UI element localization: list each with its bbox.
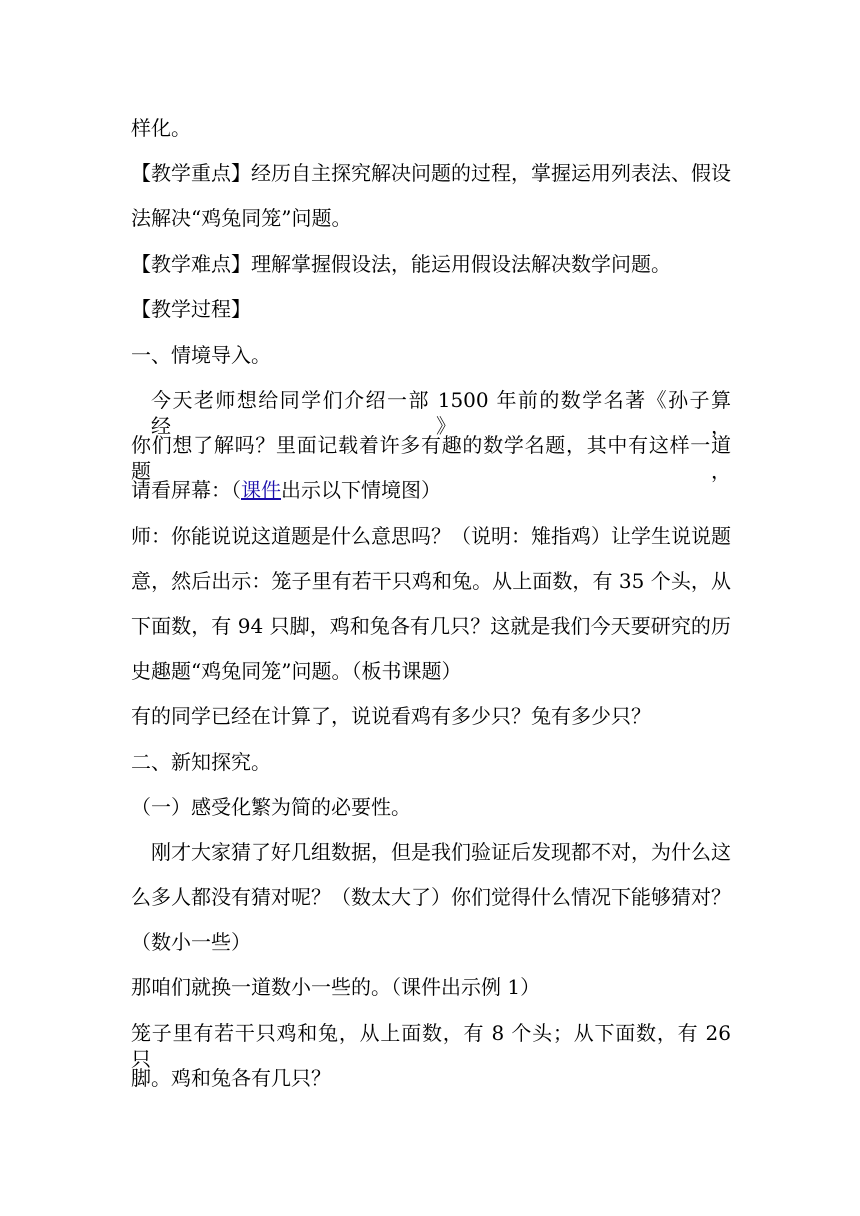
paragraph-line: 史趣题“鸡兔同笼”问题。（板书课题） [131,659,462,683]
paragraph-line: 师：你能说说这道题是什么意思吗？（说明：雉指鸡）让学生说说题 [131,524,731,548]
paragraph-line: 脚。鸡和兔各有几只？ [131,1066,331,1090]
paragraph-line: 么多人都没有猜对呢？（数太大了）你们觉得什么情况下能够猜对？ [131,885,731,909]
paragraph-line: 有的同学已经在计算了，说说看鸡有多少只？兔有多少只？ [131,704,651,728]
text-span: 请看屏幕：（ [131,478,241,502]
paragraph-line: 下面数，有 94 只脚，鸡和兔各有几只？这就是我们今天要研究的历 [131,614,731,638]
paragraph-line: 笼子里有若干只鸡和兔，从上面数，有 8 个头；从下面数，有 26 只 [131,1021,731,1071]
text-span: 出示以下情境图） [281,478,441,502]
courseware-link[interactable]: 课件 [241,478,281,502]
section-heading: 【教学过程】 [131,297,251,321]
subsection-heading: （一）感受化繁为简的必要性。 [131,795,411,819]
section-heading: 一、情境导入。 [131,343,271,367]
paragraph-line: 今天老师想给同学们介绍一部 1500 年前的数学名著《孙子算经》， [151,388,731,438]
paragraph-line: 意，然后出示：笼子里有若干只鸡和兔。从上面数，有 35 个头，从 [131,569,731,593]
text-line: 样化。 [131,116,191,140]
paragraph-line: 刚才大家猜了好几组数据，但是我们验证后发现都不对，为什么这 [151,840,731,864]
key-point-line: 【教学重点】经历自主探究解决问题的过程，掌握运用列表法、假设 [131,161,731,185]
paragraph-line: （数小一些） [131,930,251,954]
paragraph-line: 那咱们就换一道数小一些的。（课件出示例 1） [131,975,541,999]
paragraph-line [131,477,441,503]
difficult-point-line: 【教学难点】理解掌握假设法，能运用假设法解决数学问题。 [131,252,671,276]
text-line: 法解决“鸡兔同笼”问题。 [131,206,352,230]
paragraph-line: 你们想了解吗？里面记载着许多有趣的数学名题，其中有这样一道题， [131,433,731,483]
section-heading: 二、新知探究。 [131,750,271,774]
